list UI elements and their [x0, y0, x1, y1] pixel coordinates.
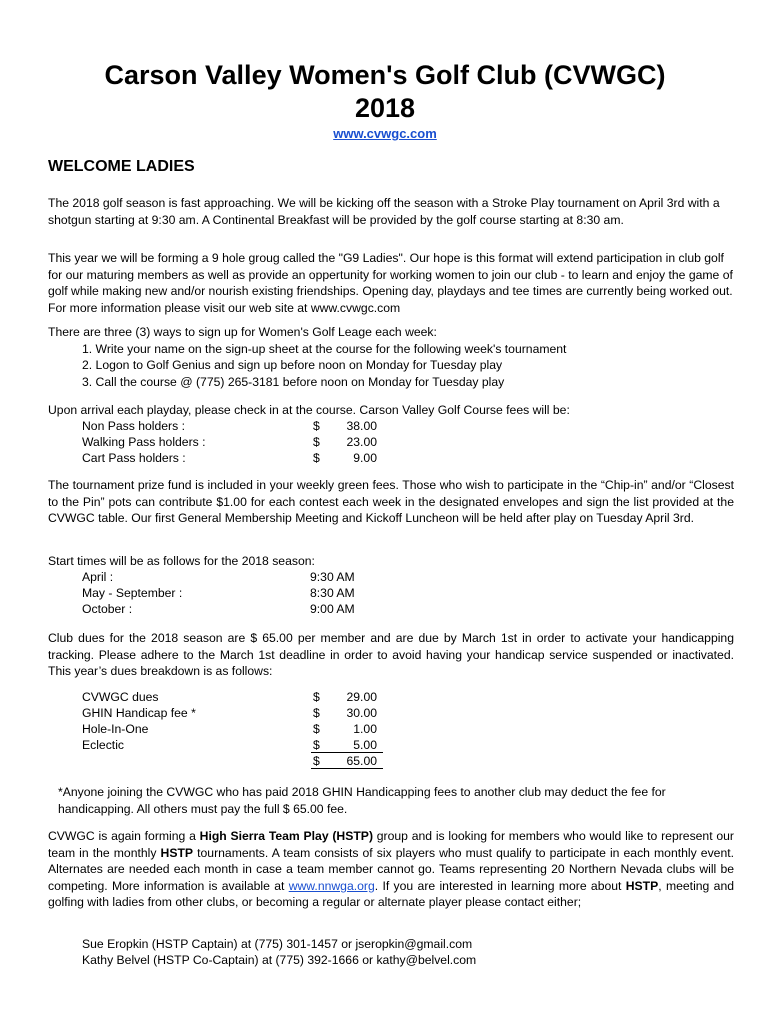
signup-item: 1. Write your name on the sign-up sheet at the course for the following week's tournament	[82, 342, 567, 356]
hstp-text: , meeting and golfing with ladies from other clubs, or becoming a regular or alternate player please contact either;	[48, 878, 734, 910]
dues-currency: $	[313, 738, 320, 752]
nnwga-link[interactable]: www.nnwga.org	[288, 878, 375, 893]
fee-amount: 23.00	[346, 435, 377, 449]
dues-amount: 29.00	[346, 690, 377, 704]
start-time-label: May - September :	[82, 586, 183, 600]
fee-amount: 38.00	[346, 419, 377, 433]
dues-label: CVWGC dues	[82, 690, 159, 704]
dues-currency: $	[313, 722, 320, 736]
start-time-label: October :	[82, 602, 133, 616]
g9-paragraph: This year we will be forming a 9 hole groug called the "G9 Ladies". Our hope is this format will extend participation in club golf for our maturing members as well as provide an oppertunity for working women to join our club - to learn and enjoy the game of golf while making new and/or nourish existing friendships. Opening day, playdays and tee times are currently being worked out. For more information please visit our web site at www.cvwgc.com	[48, 251, 733, 315]
hstp-text: group and is looking for members who would like to represent our team in the monthly	[48, 829, 734, 860]
dues-total-currency: $	[313, 754, 320, 768]
dues-label: Hole-In-One	[82, 722, 149, 736]
dues-amount: 5.00	[353, 738, 377, 752]
hstp-bold: HSTP	[160, 845, 194, 860]
signup-item: 2. Logon to Golf Genius and sign up before noon on Monday for Tuesday play	[82, 358, 503, 372]
signup-intro: There are three (3) ways to sign up for Women's Golf Leage each week:	[48, 325, 437, 339]
dues-paragraph: Club dues for the 2018 season are $ 65.00 per member and are due by March 1st in order to activate your handicapping tracking. Please adhere to the March 1st deadline in order to avoid having your handicap service suspended or inactivated. This year’s dues breakdown is as follows:	[48, 631, 734, 679]
dues-label: GHIN Handicap fee *	[82, 706, 196, 720]
fee-currency: $	[313, 419, 320, 433]
hstp-text: tournaments. A team consists of six players who must qualify to participate in each monthly event. Alternates are needed each month in case a team member cannot go. Teams representing 20 Northern Nevada clubs will be competing. More information is available at	[48, 845, 734, 893]
start-time-value: 9:30 AM	[310, 570, 355, 584]
welcome-heading: WELCOME LADIES	[48, 158, 195, 175]
fee-label: Cart Pass holders :	[82, 451, 186, 465]
total-rule-bottom	[311, 768, 383, 769]
dues-footnote: *Anyone joining the CVWGC who has paid 2018 GHIN Handicapping fees to another club may deduct the fee for handicapping. All others must pay the full $ 65.00 fee.	[58, 785, 666, 816]
dues-currency: $	[313, 690, 320, 704]
hstp-bold: HSTP	[625, 878, 659, 893]
dues-amount: 1.00	[353, 722, 377, 736]
hstp-text: . If you are interested in learning more about	[374, 878, 626, 893]
prize-paragraph: The tournament prize fund is included in your weekly green fees. Those who wish to participate in the “Chip-in” and/or “Closest to the Pin” pots can contribute $1.00 for each contest each week in the designated envelopes and sign the list provided at the CVWGC table. Our first General Membership Meeting and Kickoff Luncheon will be held after play on Tuesday April 3rd.	[48, 478, 734, 526]
title-line-1: Carson Valley Women's Golf Club (CVWGC)	[104, 60, 666, 90]
contact-line: Kathy Belvel (HSTP Co-Captain) at (775) 392-1666 or kathy@belvel.com	[82, 953, 477, 967]
dues-currency: $	[313, 706, 320, 720]
start-times-intro: Start times will be as follows for the 2018 season:	[48, 554, 315, 568]
fee-currency: $	[313, 451, 320, 465]
dues-amount: 30.00	[346, 706, 377, 720]
hstp-bold: High Sierra Team Play (HSTP)	[199, 829, 373, 843]
hstp-paragraph	[48, 828, 734, 911]
start-time-value: 9:00 AM	[310, 602, 355, 616]
fee-label: Walking Pass holders :	[82, 435, 206, 449]
title-line-2: 2018	[354, 93, 416, 123]
website-link[interactable]: www.cvwgc.com	[333, 126, 437, 141]
fee-amount: 9.00	[353, 451, 377, 465]
contact-line: Sue Eropkin (HSTP Captain) at (775) 301-1457 or jseropkin@gmail.com	[82, 937, 473, 951]
intro-paragraph: The 2018 golf season is fast approaching. We will be kicking off the season with a Stroke Play tournament on April 3rd with a shotgun starting at 9:30 am. A Continental Breakfast will be provided by the golf course starting at 8:30 am.	[48, 196, 720, 227]
start-time-value: 8:30 AM	[310, 586, 355, 600]
fee-label: Non Pass holders :	[82, 419, 185, 433]
hstp-text: CVWGC is again forming a	[48, 829, 200, 843]
dues-total-amount: 65.00	[346, 754, 377, 768]
fee-currency: $	[313, 435, 320, 449]
fees-intro: Upon arrival each playday, please check in at the course. Carson Valley Golf Course fees will be:	[48, 403, 570, 417]
signup-item: 3. Call the course @ (775) 265-3181 before noon on Monday for Tuesday play	[82, 375, 505, 389]
start-time-label: April :	[82, 570, 114, 584]
dues-label: Eclectic	[82, 738, 124, 752]
